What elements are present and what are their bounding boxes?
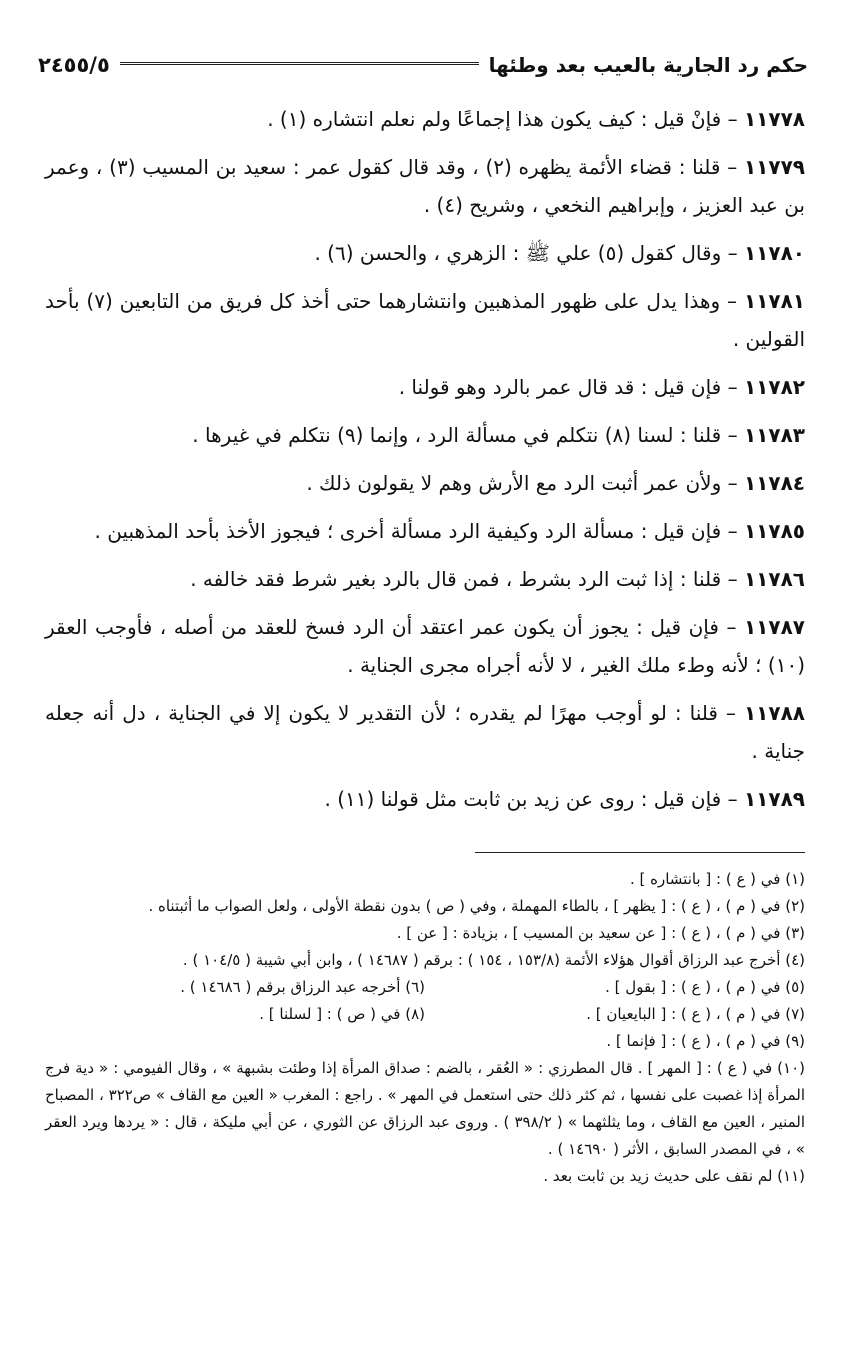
paragraph-11784 [45,464,805,502]
footnote-separator [475,852,805,853]
footnote-row [45,974,805,1001]
paragraph-11781 [45,282,805,358]
paragraph-text: – فإن قيل : يجوز أن يكون عمر اعتقد أن الرد فسخ للعقد من أصله ، فأوجب العقر (١٠) ؛ لأنه وطء ملك الغير ، لا لأنه أجراه مجرى الجناية . [45,615,805,677]
footnote-6: (٦) أخرجه عبد الرزاق برقم ( ١٤٦٨٦ ) . [180,978,425,996]
paragraph-11783 [45,416,805,454]
footnote-5: (٥) في ( م ) ، ( ع ) : [ بقول ] . [605,978,805,996]
paragraph-number: ١١٧٧٨ [743,107,805,131]
main-text [45,100,805,828]
paragraph-text: – قلنا : لو أوجب مهرًا لم يقدره ؛ لأن التقدير لا يكون إلا في الجناية ، دل أنه جعله جناية . [45,701,805,763]
footnote-8: (٨) في ( ص ) : [ لسلنا ] . [259,1005,425,1023]
footnote-11: (١١) لم نقف على حديث زيد بن ثابت بعد . [543,1167,805,1185]
paragraph-11779 [45,148,805,224]
footnote-row [45,1001,805,1028]
paragraph-text: – قلنا : لسنا (٨) نتكلم في مسألة الرد ، وإنما (٩) نتكلم في غيرها . [192,423,744,447]
paragraph-11782 [45,368,805,406]
footnote-1: (١) في ( ع ) : [ بانتشاره ] . [629,870,805,888]
paragraph-text: – وهذا يدل على ظهور المذهبين وانتشارهما حتى أخذ كل فريق من التابعين (٧) بأحد القولين . [45,289,805,351]
paragraph-number: ١١٧٧٩ [743,155,805,179]
paragraph-11785 [45,512,805,550]
paragraph-number: ١١٧٨٤ [743,471,805,495]
paragraph-number: ١١٧٨١ [743,289,805,313]
paragraph-number: ١١٧٨٦ [743,567,805,591]
paragraph-11780 [45,234,805,272]
paragraph-text: – فإنْ قيل : كيف يكون هذا إجماعًا ولم نعلم انتشاره (١) . [267,107,744,131]
paragraph-number: ١١٧٨٢ [743,375,805,399]
paragraph-number: ١١٧٨٨ [743,701,805,725]
paragraph-number: ١١٧٨٩ [743,787,805,811]
paragraph-number: ١١٧٨٣ [743,423,805,447]
header-title: حكم رد الجارية بالعيب بعد وطئها [488,53,808,77]
paragraph-11789 [45,780,805,818]
page-number: ٢٤٥٥/٥ [38,53,110,77]
footnote-2: (٢) في ( م ) ، ( ع ) : [ يظهر ] ، بالطاء المهملة ، وفي ( ص ) بدون نقطة الأولى ، ولعل الصواب ما أثبتناه . [148,897,805,915]
paragraph-text: – قلنا : إذا ثبت الرد بشرط ، فمن قال بالرد بغير شرط فقد خالفه . [190,567,744,591]
paragraph-text: – فإن قيل : روى عن زيد بن ثابت مثل قولنا (١١) . [324,787,744,811]
running-header [38,48,808,82]
paragraph-11786 [45,560,805,598]
footnotes [45,866,805,1190]
paragraph-text: – فإن قيل : قد قال عمر بالرد وهو قولنا . [398,375,744,399]
footnote-7: (٧) في ( م ) ، ( ع ) : [ البايعيان ] . [586,1005,805,1023]
paragraph-text: – وقال كقول (٥) علي ﷺ : الزهري ، والحسن (٦) . [314,241,744,265]
paragraph-text: – ولأن عمر أثبت الرد مع الأرش وهم لا يقولون ذلك . [306,471,744,495]
paragraph-11778 [45,100,805,138]
header-rule [120,62,479,68]
footnote-9: (٩) في ( م ) ، ( ع ) : [ فإنما ] . [606,1032,805,1050]
footnote-4: (٤) أخرج عبد الرزاق أقوال هؤلاء الأئمة (١٥٣/٨ ، ١٥٤ ) : برقم ( ١٤٦٨٧ ) ، وابن أبي شيبة ( ١٠٤/٥ ) . [182,951,805,969]
paragraph-number: ١١٧٨٠ [743,241,805,265]
footnote-10: (١٠) في ( ع ) : [ المهر ] . قال المطرزي : « العُقر ، بالضم : صداق المرأة إذا وطئت بشبهة » ، وقال الفيومي : « دية فرج المرأة إذا غصبت على نفسها ، ثم كثر ذلك حتى استعمل في المهر » . راجع : المغرب « العين مع القاف » ص٣٢٢ ، المصباح المنير ، العين مع القاف ، وما يثلثهما » ( ٣٩٨/٢ ) . وروى عبد الرزاق عن الثوري ، عن أبي مليكة ، قال : « يردها ويرد العقر » ، في المصدر السابق ، الأثر ( ١٤٦٩٠ ) . [45,1059,805,1158]
paragraph-11787 [45,608,805,684]
paragraph-text: – قلنا : قضاء الأئمة يظهره (٢) ، وقد قال كقول عمر : سعيد بن المسيب (٣) ، وعمر بن عبد العزيز ، وإبراهيم النخعي ، وشريح (٤) . [45,155,805,217]
paragraph-11788 [45,694,805,770]
footnote-3: (٣) في ( م ) ، ( ع ) : [ عن سعيد بن المسيب ] ، بزيادة : [ عن ] . [396,924,805,942]
paragraph-number: ١١٧٨٥ [743,519,805,543]
paragraph-text: – فإن قيل : مسألة الرد وكيفية الرد مسألة أخرى ؛ فيجوز الأخذ بأحد المذهبين . [94,519,744,543]
paragraph-number: ١١٧٨٧ [743,615,805,639]
